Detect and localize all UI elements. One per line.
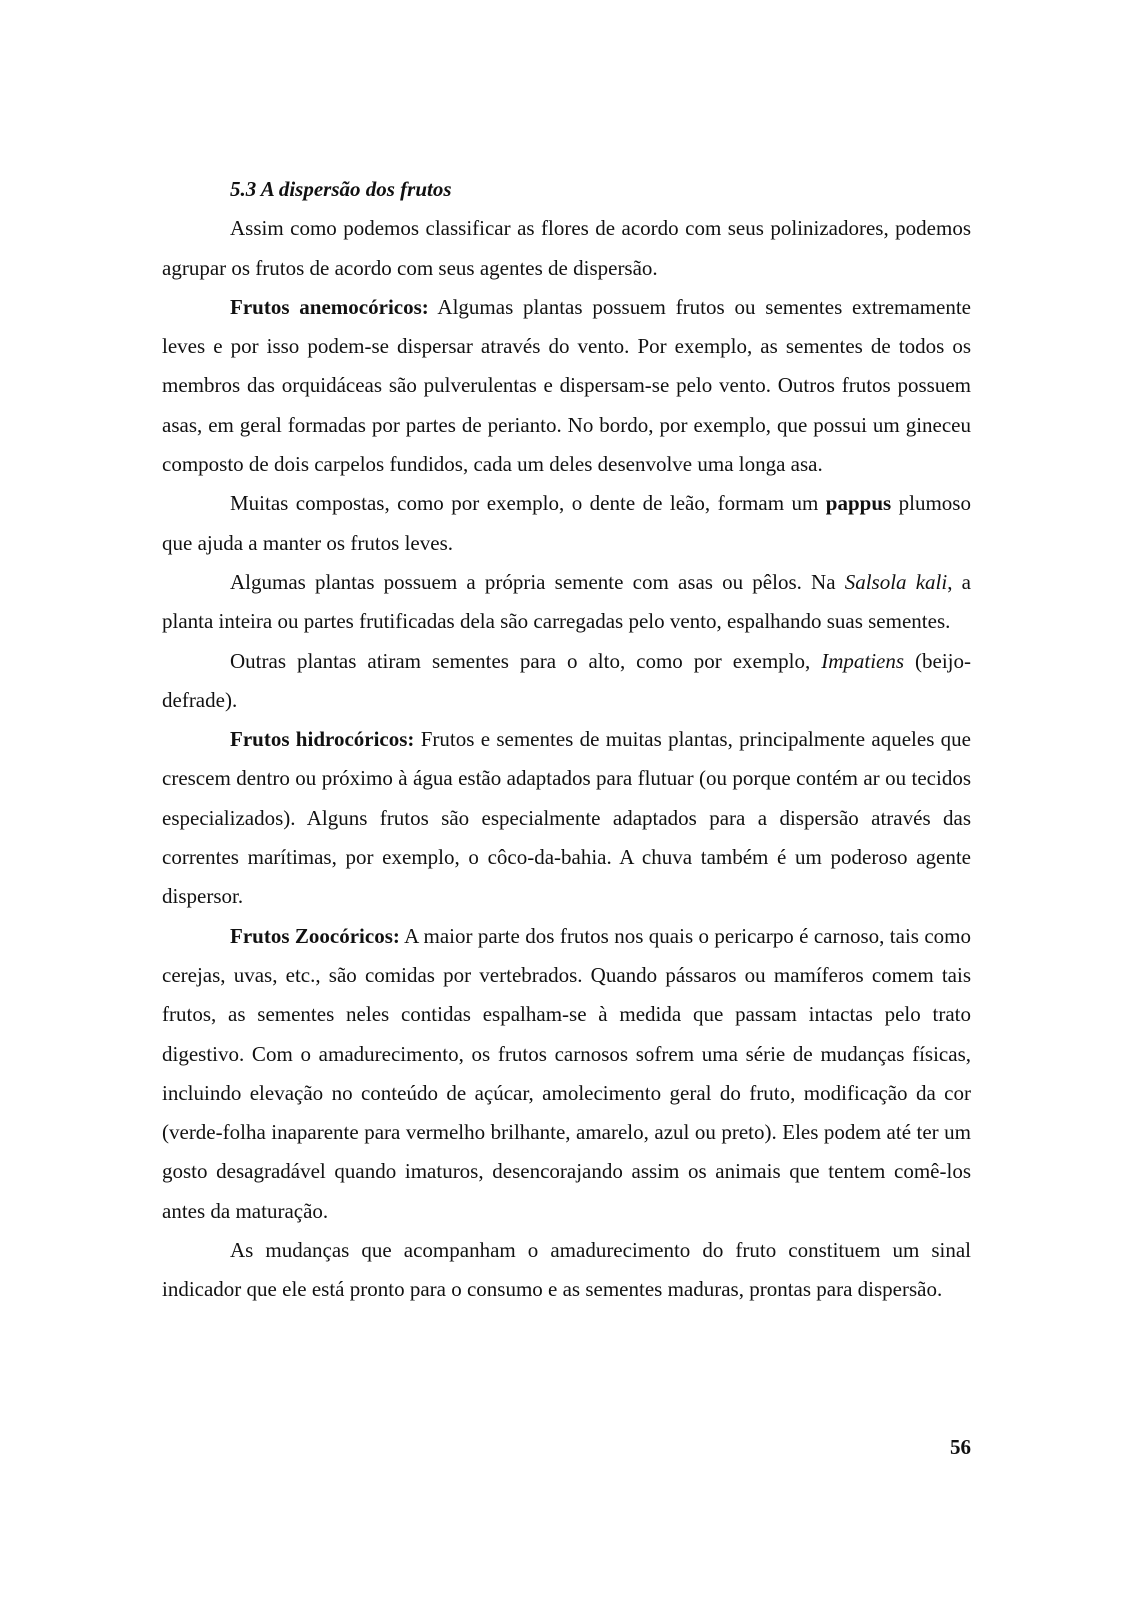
section-heading: 5.3 A dispersão dos frutos xyxy=(230,177,452,201)
paragraph-final xyxy=(162,1231,971,1310)
pappus-before: Muitas compostas, como por exemplo, o dente de leão, formam um xyxy=(230,491,826,516)
impatiens-after: (beijo-defrade). xyxy=(162,648,971,712)
document-page xyxy=(162,170,971,1310)
paragraph-pappus xyxy=(162,484,971,563)
page-number: 56 xyxy=(950,1435,971,1459)
zoocoricos-label: Frutos Zoocóricos: xyxy=(230,923,400,948)
paragraph-anemocoricos xyxy=(162,288,971,484)
salsola-after: , a planta inteira ou partes frutificadas dela são carregadas pelo vento, espalhando suas sementes. xyxy=(162,569,971,634)
impatiens-genus: Impatiens xyxy=(821,648,905,673)
salsola-before: Algumas plantas possuem a própria semente com asas ou pêlos. Na xyxy=(230,569,845,594)
paragraph-intro xyxy=(162,209,971,288)
hidrocoricos-label: Frutos hidrocóricos: xyxy=(230,727,415,752)
salsola-species: Salsola kali xyxy=(844,569,948,594)
anemocoricos-label: Frutos anemocóricos: xyxy=(230,294,429,319)
pappus-term: pappus xyxy=(825,491,892,516)
paragraph-impatiens xyxy=(162,642,971,721)
hidrocoricos-text: Frutos e sementes de muitas plantas, principalmente aqueles que crescem dentro ou próximo à água estão adaptados para flutuar (ou porque contém ar ou tecidos especializados). Alguns frutos são especialmente adaptados para a dispersão através das correntes marítimas, por exemplo, o côco-da-bahia. A chuva também é um poderoso agente dispersor. xyxy=(162,727,971,909)
final-text: As mudanças que acompanham o amadurecimento do fruto constituem um sinal indicador que ele está pronto para o consumo e as sementes maduras, prontas para dispersão. xyxy=(162,1238,971,1302)
anemocoricos-text: Algumas plantas possuem frutos ou sementes extremamente leves e por isso podem-se dispersar através do vento. Por exemplo, as sementes de todos os membros das orquidáceas são pulverulentas e dispersam-se pelo vento. Outros frutos possuem asas, em geral formadas por partes de perianto. No bordo, por exemplo, que possui um gineceu composto de dois carpelos fundidos, cada um deles desenvolve uma longa asa. xyxy=(162,294,971,477)
zoocoricos-text: A maior parte dos frutos nos quais o pericarpo é carnoso, tais como cerejas, uvas, etc., são comidas por vertebrados. Quando pássaros ou mamíferos comem tais frutos, as sementes neles contidas espalham-se à medida que passam intactas pelo trato digestivo. Com o amadurecimento, os frutos carnosos sofrem uma série de mudanças físicas, incluindo elevação no conteúdo de açúcar, amolecimento geral do fruto, modificação da cor (verde-folha inaparente para vermelho brilhante, amarelo, azul ou preto). Eles podem até ter um gosto desagradável quando imaturos, desencorajando assim os animais que tentem comê-los antes da maturação. xyxy=(162,923,971,1223)
paragraph-hidrocoricos xyxy=(162,720,971,916)
paragraph-salsola xyxy=(162,563,971,642)
pappus-after: plumoso que ajuda a manter os frutos leves. xyxy=(162,491,971,555)
impatiens-before: Outras plantas atiram sementes para o alto, como por exemplo, xyxy=(230,648,822,673)
intro-text: Assim como podemos classificar as flores de acordo com seus polinizadores, podemos agrupar os frutos de acordo com seus agentes de dispersão. xyxy=(162,216,971,280)
paragraph-zoocoricos xyxy=(162,917,971,1231)
